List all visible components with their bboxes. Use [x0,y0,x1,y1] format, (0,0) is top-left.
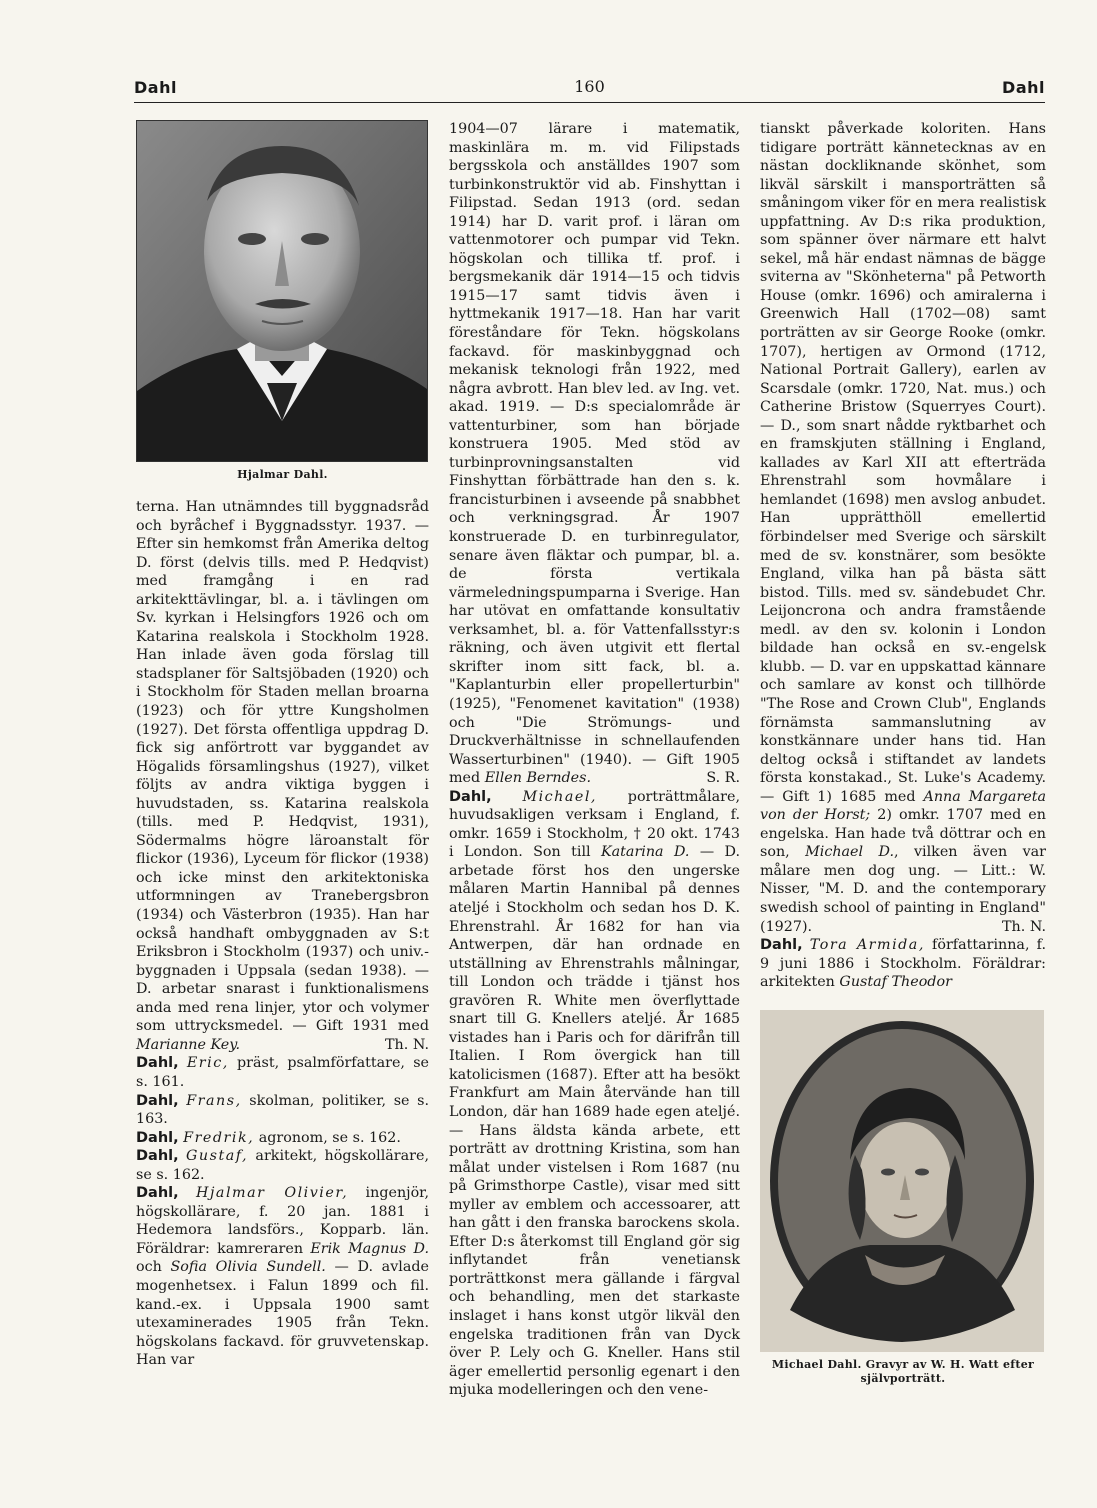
entry-given-name: Fredrik, [183,1129,255,1146]
entry-surname: Dahl, [136,1092,179,1109]
body-text: 1904—07 lärare i matematik, maskinlära m. m. vid Filipstads bergsskola och anställdes 1907 som turbinkonstruktör vid ab. Finshyttan i Filipstad. Sedan 1913 (ord. sedan 1914) har D. varit prof. i läran om vattenmotorer och pumpar vid Tekn. högskolan och tillika tf. prof. i bergsmekanik där 1914—15 och tidvis 1915—17 samt tidvis även i hyttmekanik 1917—18. Han har varit föreståndare för Tekn. högskolans fackavd. för maskinbyggnad och mekanisk teknologi från 1922, med några avbrott. Han blev led. av Ing. vet. akad. 1919. — D:s specialområde är vattenturbiner, som han började konstruera 1905. Med stöd av turbinprovningsanstalten vid Finshyttan förbättrade han den s. k. francisturbinen i avseende på snabbhet och verkningsgrad. År 1907 konstruerade D. en turbinregulator, senare även fläktar och pumpar, bl. a. de första vertikala värmeledningspumparna i Sverige. Han har utövat en omfattande konsultativ verksamhet, bl. a. för Vattenfallsstyr:s räkning, och även utgivit ett flertal skrifter inom sitt fack, bl. a. "Kaplanturbin eller propellerturbin" (1925), "Fenomenet kavitation" (1938) och "Die Strömungs- und Druckverhältnisse in schnellaufenden Wasserturbinen" (1940). — Gift 1905 med [449,121,740,787]
entry-michael [449,788,740,1400]
column-3 [760,120,1046,1386]
portrait-hjalmar-dahl-image [137,121,427,461]
entry-text: arkitekt, högskollärare, se s. 162. [136,1148,429,1183]
entry-gustaf [136,1147,429,1184]
entry-surname: Dahl, [760,937,803,954]
author-signature: Th. N. [385,1036,429,1053]
entry-hjalmar [136,1184,429,1369]
entry-given-name: Eric, [186,1055,229,1072]
entry-frans [136,1092,429,1129]
entry-text: skolman, politiker, se s. 163. [136,1092,430,1128]
entry-given-name: Gustaf, [186,1148,249,1165]
entry-text: porträttmålare, huvudsakligen verksam i England, f. omkr. 1659 i Stockholm, † 20 okt. 1743 i London. Son till [449,788,741,861]
entry-given-name: Tora Armida, [809,937,925,954]
spouse-name: Anna Margareta von der Horst; [760,788,1047,824]
body-text: , vilken även var målare men dog ung. — Litt.: W. Nisser, "M. D. and the contemporary swedish school of painting in England" (1927). [760,844,1047,935]
column-1 [136,120,429,1370]
father-name: Erik Magnus D. [310,1240,429,1257]
entry-surname: Dahl, [136,1129,179,1146]
header-left-name: Dahl [134,78,177,97]
body-text: 2) omkr. 1707 med en engelska. Han hade två döttrar och en son, [760,807,1046,861]
header-right-name: Dahl [1002,78,1045,97]
portrait-caption: Hjalmar Dahl. [237,468,328,481]
running-header [134,76,1045,103]
body-text: tianskt påverkade koloriten. Hans tidigare porträtt kännetecknas av en nästan dockliknande skönhet, som likväl särskilt i mansporträtten så småningom viker för en mera realistisk uppfattning. Av D:s rika produktion, som spänner över närmare ett halvt sekel, må här endast nämnas de bägge sviterna av "Skönheterna" på Petworth House (omkr. 1696) och amiralerna i Greenwich Hall (1702—08) samt porträtten av sir George Rooke (omkr. 1707), hertigen av Ormond (1712, National Portrait Gallery), earlen av Scarsdale (omkr. 1720, Nat. mus.) och Catherine Bristow (Squerryes Court). — D., som snart nådde ryktbarhet och en framskjuten ställning i England, kallades av Karl XII att efterträda Ehrenstrahl som hovmålare i hemlandet (1698) men avslog anbudet. Han upprätthöll emellertid förbindelser med Sverige och särskilt med de sv. konstnärer, som besökte England, vilka han på bästa sätt bistod. Tills. med sv. sändebudet Chr. Leijoncrona och andra framstående medl. av den sv. kolonin i London bildade han också en sv.-engelsk klubb. — D. var en uppskattad kännare och samlare av konst och tillhörde "The Rose and Crown Club", Englands förnämsta sammanslutning av konstkännare under hans tid. Han deltog också i stiftandet av landets första konstakad., St. Luke's Academy. — Gift 1) 1685 med [760,121,1046,805]
spouse-name: Marianne Key. [136,1036,240,1053]
entry-eric [136,1054,429,1091]
father-name: Gustaf Theodor [839,974,952,991]
entry-text: präst, psalmförfattare, se s. 161. [136,1055,429,1090]
entry-tora [760,936,1046,992]
entry-surname: Dahl, [136,1055,179,1072]
entry-given-name: Hjalmar Olivier, [196,1185,349,1202]
entry-surname: Dahl, [136,1148,179,1165]
entry-given-name: Michael, [522,788,597,805]
entry-surname: Dahl, [136,1185,179,1202]
entry-text: agronom, se s. 162. [254,1129,401,1146]
body-text: terna. Han utnämndes till byggnadsråd och byråchef i Byggnadsstyr. 1937. — Efter sin hemkomst från Amerika deltog D. först (delvis tills. med P. Hedqvist) med framgång i en rad arkitekttävlingar, bl. a. i tävlingen om Sv. kyrkan i Helsingfors 1926 och om Katarina realskola i Stockholm 1928. Han inlade även goda förslag till stadsplaner för Saltsjöbaden (1920) och i Stockholm för Staden mellan broarna (1923) och för yttre Kungsholmen (1927). Det första offentliga uppdrag D. fick sig anförtrott var byggandet av Högalids församlingshus (1927), vilket följts av andra viktiga byggen i huvudstaden, ss. Katarina realskola (tills. med P. Hedqvist, 1931), Södermalms högre läroanstalt för flickor (1936), Lyceum för flickor (1938) och icke minst den arkitektoniska utformningen av Tranebergsbron (1934) och Västerbron (1935). Han har också handhaft ombyggnaden av S:t Eriksbron i Stockholm (1937) och univ.-byggnaden i Uppsala (sedan 1938). — D. arbetar snarast i funktionalismens anda med rena linjer, ytor och volymer som uttrycksmedel. — Gift 1931 med [136,499,429,1035]
column-2 [449,120,740,1400]
entry-paragraph [760,120,1046,936]
author-signature: S. R. [706,770,740,787]
author-signature: Th. N. [1002,918,1046,935]
portrait-hjalmar-dahl [136,120,428,462]
entry-text: — D. avlade mogenhetsex. i Falun 1899 och fil. kand.-ex. i Uppsala 1900 samt utexaminerades 1905 från Tekn. högskolans fackavd. för gruvvetenskap. Han var [136,1259,429,1369]
son-name: Michael D. [805,844,894,861]
spouse-name: Ellen Berndes. [484,770,592,787]
entry-text: — D. arbetade först hos den ungerske målaren Martin Hannibal på dennes ateljé i Stockholm och sedan hos D. K. Ehrenstrahl. År 1682 for han via Antwerpen, där han ordnade en utställning av Ehrenstrahls målningar, till London och trädde i tjänst hos gravören R. White men överflyttade snart till G. Knellers ateljé. År 1685 vistades han i Paris och for därifrån till Italien. I Rom övergick han till katolicismen (1687). Efter att ha besökt Frankfurt am Main återvände han till London, där han 1689 hade egen ateljé. — Hans äldsta kända arbete, ett porträtt av drottning Kristina, som han målat under vistelsen i Rom 1687 (nu på Grimsthorpe Castle), visar med sitt myller av emblem och accessoarer, att han gått i den franska barockens skola. Efter D:s återkomst till England gör sig inflytandet från venetiansk porträttkonst mera gällande i färgval och behandling, men det starkaste inslaget i hans konst utgör likväl den engelska traditionen från van Dyck över P. Lely och G. Kneller. Hans stil äger emellertid personlig egenart i den mjuka modelleringen och den vene- [449,844,740,1399]
mother-name: Sofia Olivia Sundell. [170,1259,326,1276]
entry-text: ingenjör, högskollärare, f. 20 jan. 1881 i Hedemora landsförs., Kopparb. län. Föräldrar: kamreraren [136,1185,429,1257]
engraving-michael-dahl [760,1010,1044,1352]
entry-text: författarinna, f. 9 juni 1886 i Stockholm. Föräldrar: arkitekten [760,937,1046,991]
engraving-caption: Michael Dahl. Gravyr av W. H. Watt efter självporträtt. [771,1357,1035,1385]
entry-surname: Dahl, [449,788,492,805]
engraving-michael-dahl-image [760,1010,1044,1352]
entry-given-name: Frans, [186,1092,242,1109]
entry-paragraph [136,498,429,1054]
entry-text: och [136,1259,171,1276]
entry-fredrik [136,1129,429,1148]
page-number: 160 [574,77,605,96]
mother-name: Katarina D. [600,844,690,861]
entry-paragraph [449,120,740,788]
